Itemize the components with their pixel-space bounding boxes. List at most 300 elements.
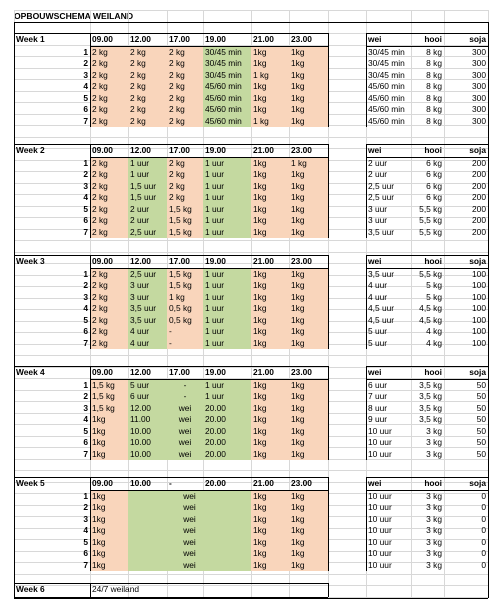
schedule-cell: 2 kg: [167, 104, 203, 116]
schedule-cell: 2 kg: [90, 116, 128, 128]
schedule-cell: 1 uur: [203, 204, 251, 216]
day-number: 5: [83, 92, 88, 103]
time-header: 09.00: [92, 478, 113, 488]
schedule-cell: 2 kg: [90, 93, 128, 105]
wei-cell: 10 uur: [368, 425, 392, 436]
column-border: [90, 477, 91, 571]
schedule-cell: 1kg: [90, 537, 128, 549]
schedule-cell: wei: [167, 414, 203, 426]
schedule-cell: 1kg: [251, 380, 289, 392]
time-header: 23.00: [291, 256, 312, 266]
hooi-cell: 5,5 kg: [419, 268, 442, 279]
schedule-cell: 1kg: [289, 58, 328, 70]
schedule-cell: 1,5 kg: [167, 269, 203, 281]
block-top-border: [366, 144, 488, 145]
schedule-cell: 1kg: [289, 525, 328, 537]
hooi-cell: 3 kg: [426, 548, 442, 558]
schedule-cell: 1kg: [289, 181, 328, 193]
wei-cell: 10 uur: [368, 536, 392, 547]
schedule-cell: 2 kg: [167, 58, 203, 70]
schedule-cell: 1kg: [90, 449, 128, 461]
schedule-cell: 1kg: [289, 93, 328, 105]
schedule-cell: 2 kg: [90, 181, 128, 193]
schedule-cell: 1kg: [90, 560, 128, 572]
hooi-cell: 3,5 kg: [419, 414, 442, 424]
schedule-cell: 1kg: [251, 537, 289, 549]
day-number: 7: [83, 115, 88, 126]
schedule-cell: 2 kg: [90, 169, 128, 181]
schedule-cell: wei: [128, 514, 251, 526]
schedule-cell: 1kg: [289, 215, 328, 227]
schedule-cell: wei: [128, 502, 251, 514]
hooi-cell: 8 kg: [426, 104, 442, 114]
sheet-title: OPBOUWSCHEMA WEILAND: [14, 11, 134, 21]
soja-cell: 200: [472, 180, 486, 191]
schedule-cell: 1kg: [289, 326, 328, 338]
time-header: 21.00: [253, 478, 274, 488]
wei-cell: 10 uur: [368, 559, 392, 570]
wei-cell: 4 uur: [368, 291, 388, 302]
day-number: 1: [83, 46, 88, 57]
schedule-cell: 20.00: [203, 403, 251, 415]
schedule-cell: 1 uur: [203, 338, 251, 350]
day-number: 7: [83, 559, 88, 570]
schedule-cell: 1kg: [90, 525, 128, 537]
schedule-cell: 6 uur: [128, 391, 167, 403]
schedule-cell: 10.00: [128, 437, 167, 449]
column-header-soja: soja: [469, 478, 486, 488]
schedule-cell: 2 kg: [90, 303, 128, 315]
schedule-cell: 2 kg: [128, 58, 167, 70]
schedule-cell: 1kg: [251, 215, 289, 227]
schedule-cell: 5 uur: [128, 380, 167, 392]
schedule-cell: 45/60 min: [203, 104, 251, 116]
wei-cell: 10 uur: [368, 548, 392, 558]
day-number: 2: [83, 280, 88, 290]
schedule-cell: 2 kg: [128, 47, 167, 59]
schedule-cell: wei: [128, 548, 251, 560]
column-border: [328, 255, 329, 349]
schedule-cell: -: [167, 326, 203, 338]
soja-cell: 100: [472, 268, 486, 279]
day-number: 6: [83, 437, 88, 447]
hooi-cell: 3 kg: [426, 490, 442, 501]
schedule-cell: 2 kg: [90, 81, 128, 93]
schedule-cell: wei: [128, 560, 251, 572]
block-top-border: [14, 255, 328, 256]
schedule-cell: 1kg: [289, 437, 328, 449]
schedule-cell: 2 kg: [128, 93, 167, 105]
column-header-hooi: hooi: [424, 34, 442, 44]
schedule-cell: 1kg: [251, 158, 289, 170]
schedule-cell: 1kg: [289, 303, 328, 315]
soja-cell: 100: [472, 280, 486, 290]
hooi-cell: 3 kg: [426, 559, 442, 570]
schedule-cell: 1 uur: [203, 227, 251, 239]
column-border: [328, 144, 329, 238]
schedule-cell: 2 kg: [90, 315, 128, 327]
day-number: 3: [83, 513, 88, 524]
schedule-cell: 20.00: [203, 437, 251, 449]
schedule-cell: 2 kg: [167, 192, 203, 204]
schedule-cell: 1,5 kg: [167, 204, 203, 216]
day-number: 5: [83, 536, 88, 547]
schedule-cell: 1 uur: [203, 169, 251, 181]
hooi-cell: 5,5 kg: [419, 215, 442, 225]
schedule-cell: 1kg: [251, 269, 289, 281]
soja-cell: 300: [472, 58, 486, 68]
wei-cell: 10 uur: [368, 437, 392, 447]
soja-cell: 200: [472, 215, 486, 225]
soja-cell: 0: [481, 490, 486, 501]
schedule-cell: 1kg: [251, 81, 289, 93]
time-header: 21.00: [253, 256, 274, 266]
day-number: 4: [83, 192, 88, 202]
column-header-soja: soja: [469, 367, 486, 377]
soja-cell: 50: [476, 379, 486, 390]
wei-cell: 45/60 min: [368, 81, 405, 91]
schedule-cell: 1kg: [289, 104, 328, 116]
schedule-cell: 1kg: [289, 426, 328, 438]
column-border: [90, 144, 91, 238]
soja-cell: 0: [481, 559, 486, 570]
hooi-cell: 3 kg: [426, 502, 442, 512]
schedule-cell: 1kg: [289, 315, 328, 327]
day-number: 7: [83, 337, 88, 348]
wei-cell: 30/45 min: [368, 69, 405, 80]
schedule-cell: 1,5 kg: [90, 403, 128, 415]
wei-cell: 3 uur: [368, 203, 388, 214]
schedule-cell: 45/60 min: [203, 116, 251, 128]
schedule-cell: 1,5 uur: [128, 192, 167, 204]
schedule-cell: 11.00: [128, 414, 167, 426]
hooi-cell: 8 kg: [426, 46, 442, 57]
schedule-cell: 1kg: [251, 204, 289, 216]
time-header: 23.00: [291, 478, 312, 488]
schedule-cell: 1kg: [251, 449, 289, 461]
soja-cell: 300: [472, 81, 486, 91]
schedule-cell: 1 kg: [289, 158, 328, 170]
hooi-cell: 5 kg: [426, 280, 442, 290]
day-number: 2: [83, 502, 88, 512]
column-border: [366, 144, 367, 238]
hooi-cell: 4 kg: [426, 326, 442, 336]
schedule-cell: 2 uur: [128, 204, 167, 216]
schedule-cell: 2 kg: [167, 158, 203, 170]
soja-cell: 50: [476, 391, 486, 401]
hooi-cell: 4,5 kg: [419, 314, 442, 325]
hooi-cell: 8 kg: [426, 58, 442, 68]
soja-cell: 300: [472, 115, 486, 126]
time-header: 09.00: [92, 145, 113, 155]
schedule-cell: 1 uur: [203, 391, 251, 403]
wei-cell: 45/60 min: [368, 92, 405, 103]
day-number: 1: [83, 490, 88, 501]
day-number: 1: [83, 268, 88, 279]
schedule-cell: 2,5 uur: [128, 227, 167, 239]
column-border: [328, 477, 329, 571]
schedule-cell: -: [167, 338, 203, 350]
schedule-cell: 1 uur: [203, 380, 251, 392]
schedule-cell: 2 kg: [167, 81, 203, 93]
hooi-cell: 4,5 kg: [419, 303, 442, 313]
schedule-cell: 1kg: [251, 426, 289, 438]
schedule-cell: 2 kg: [128, 116, 167, 128]
schedule-cell: 30/45 min: [203, 47, 251, 59]
day-number: 5: [83, 425, 88, 436]
time-header: 19.00: [205, 145, 226, 155]
schedule-cell: 1kg: [251, 169, 289, 181]
schedule-cell: 1kg: [289, 81, 328, 93]
schedule-cell: 2 uur: [128, 215, 167, 227]
day-number: 4: [83, 525, 88, 535]
schedule-cell: 2 kg: [90, 47, 128, 59]
schedule-cell: 1kg: [289, 548, 328, 560]
column-border: [90, 366, 91, 460]
schedule-cell: 1kg: [251, 47, 289, 59]
outer-border: [14, 22, 15, 598]
wei-cell: 7 uur: [368, 391, 388, 401]
day-number: 5: [83, 314, 88, 325]
time-header: 19.00: [205, 367, 226, 377]
soja-cell: 200: [472, 203, 486, 214]
hooi-cell: 3,5 kg: [419, 391, 442, 401]
wei-cell: 10 uur: [368, 502, 392, 512]
week-label: Week 4: [16, 367, 45, 377]
schedule-cell: 1 kg: [251, 116, 289, 128]
schedule-cell: 1kg: [289, 380, 328, 392]
soja-cell: 50: [476, 437, 486, 447]
column-header-soja: soja: [469, 145, 486, 155]
schedule-cell: 2 kg: [167, 70, 203, 82]
time-header: 21.00: [253, 34, 274, 44]
schedule-cell: 2 kg: [90, 104, 128, 116]
column-border: [90, 255, 91, 349]
soja-cell: 50: [476, 425, 486, 436]
schedule-cell: 1 uur: [203, 215, 251, 227]
wei-cell: 30/45 min: [368, 46, 405, 57]
block-top-border: [14, 366, 328, 367]
schedule-cell: 2 kg: [128, 104, 167, 116]
hooi-cell: 3,5 kg: [419, 379, 442, 390]
hooi-cell: 8 kg: [426, 69, 442, 80]
time-header: 09.00: [92, 256, 113, 266]
day-number: 3: [83, 180, 88, 191]
schedule-cell: 1kg: [289, 502, 328, 514]
schedule-cell: 1 uur: [128, 158, 167, 170]
schedule-cell: 1 uur: [128, 169, 167, 181]
schedule-cell: 1kg: [251, 93, 289, 105]
day-number: 3: [83, 69, 88, 80]
outer-border: [488, 22, 489, 598]
schedule-cell: 2 kg: [90, 158, 128, 170]
schedule-cell: 1kg: [251, 227, 289, 239]
day-number: 4: [83, 81, 88, 91]
schedule-cell: -: [167, 380, 203, 392]
soja-cell: 200: [472, 157, 486, 168]
schedule-cell: 1kg: [289, 449, 328, 461]
time-header: 09.00: [92, 34, 113, 44]
day-number: 1: [83, 157, 88, 168]
week-label: Week 1: [16, 34, 45, 44]
day-number: 6: [83, 215, 88, 225]
soja-cell: 100: [472, 291, 486, 302]
hooi-cell: 3 kg: [426, 448, 442, 459]
schedule-cell: 2 kg: [90, 292, 128, 304]
time-header: 17.00: [169, 256, 190, 266]
soja-cell: 0: [481, 548, 486, 558]
schedule-cell: wei: [128, 537, 251, 549]
schedule-cell: 2 kg: [128, 81, 167, 93]
schedule-cell: 2 kg: [128, 70, 167, 82]
wei-cell: 3,5 uur: [368, 268, 395, 279]
schedule-cell: 2 kg: [90, 280, 128, 292]
schedule-cell: 10.00: [128, 449, 167, 461]
schedule-cell: 1kg: [251, 292, 289, 304]
schedule-cell: 1,5 kg: [167, 227, 203, 239]
schedule-cell: 1,5 kg: [167, 280, 203, 292]
title-underline: [14, 22, 488, 23]
column-header-hooi: hooi: [424, 367, 442, 377]
schedule-cell: 1 uur: [203, 181, 251, 193]
time-header: 12.00: [130, 256, 151, 266]
column-border: [328, 366, 329, 460]
wei-cell: 5 uur: [368, 326, 388, 336]
hooi-cell: 5,5 kg: [419, 203, 442, 214]
schedule-cell: 45/60 min: [203, 81, 251, 93]
hooi-cell: 5 kg: [426, 291, 442, 302]
schedule-cell: 1kg: [289, 491, 328, 503]
column-border: [366, 477, 367, 571]
schedule-cell: 1 kg: [167, 292, 203, 304]
hooi-cell: 3 kg: [426, 525, 442, 535]
time-header: 19.00: [205, 34, 226, 44]
time-header: 17.00: [169, 34, 190, 44]
schedule-cell: 1,5 uur: [128, 181, 167, 193]
week-label: Week 5: [16, 478, 45, 488]
schedule-cell: 1kg: [289, 47, 328, 59]
schedule-cell: 1kg: [251, 315, 289, 327]
schedule-cell: 1kg: [289, 514, 328, 526]
schedule-cell: 45/60 min: [203, 93, 251, 105]
hooi-cell: 3 kg: [426, 536, 442, 547]
soja-cell: 100: [472, 303, 486, 313]
schedule-cell: 1kg: [251, 403, 289, 415]
wei-cell: 4 uur: [368, 280, 388, 290]
time-header: 23.00: [291, 145, 312, 155]
column-border: [90, 33, 91, 127]
hooi-cell: 3,5 kg: [419, 402, 442, 413]
schedule-cell: 1kg: [289, 227, 328, 239]
time-header: 09.00: [92, 367, 113, 377]
schedule-cell: 1 uur: [203, 303, 251, 315]
schedule-cell: 1kg: [251, 514, 289, 526]
time-header: 17.00: [169, 145, 190, 155]
schedule-cell: 20.00: [203, 449, 251, 461]
schedule-cell: 1kg: [90, 502, 128, 514]
schedule-cell: 30/45 min: [203, 58, 251, 70]
column-header-hooi: hooi: [424, 256, 442, 266]
schedule-cell: 2 kg: [90, 192, 128, 204]
day-number: 3: [83, 291, 88, 302]
day-number: 2: [83, 391, 88, 401]
wei-cell: 4,5 uur: [368, 314, 395, 325]
schedule-cell: 1kg: [251, 525, 289, 537]
hooi-cell: 3 kg: [426, 513, 442, 524]
schedule-cell: 1kg: [90, 414, 128, 426]
schedule-cell: 1kg: [251, 280, 289, 292]
wei-cell: 45/60 min: [368, 115, 405, 126]
wei-cell: 10 uur: [368, 448, 392, 459]
block-top-border: [366, 255, 488, 256]
schedule-cell: 2 kg: [167, 93, 203, 105]
schedule-cell: 1kg: [90, 437, 128, 449]
time-header: 17.00: [169, 367, 190, 377]
day-number: 4: [83, 414, 88, 424]
schedule-cell: 1kg: [289, 169, 328, 181]
soja-cell: 100: [472, 314, 486, 325]
column-border: [366, 33, 367, 127]
schedule-cell: 1,5 kg: [90, 380, 128, 392]
soja-cell: 300: [472, 46, 486, 57]
block-top-border: [14, 583, 328, 584]
week6-note: 24/7 weiland: [92, 584, 140, 594]
block-top-border: [366, 33, 488, 34]
column-border: [90, 583, 91, 597]
wei-cell: 3 uur: [368, 215, 388, 225]
schedule-cell: 4 uur: [128, 338, 167, 350]
soja-cell: 50: [476, 402, 486, 413]
column-header-soja: soja: [469, 34, 486, 44]
hooi-cell: 6 kg: [426, 180, 442, 191]
day-number: 2: [83, 58, 88, 68]
schedule-cell: 12.00: [128, 403, 167, 415]
hooi-cell: 8 kg: [426, 92, 442, 103]
soja-cell: 200: [472, 192, 486, 202]
soja-cell: 300: [472, 69, 486, 80]
day-number: 1: [83, 379, 88, 390]
schedule-cell: 2 kg: [90, 326, 128, 338]
schedule-cell: 1kg: [289, 280, 328, 292]
hooi-cell: 6 kg: [426, 157, 442, 168]
day-number: 6: [83, 104, 88, 114]
day-number: 4: [83, 303, 88, 313]
column-header-wei: wei: [368, 478, 382, 488]
schedule-cell: 2 kg: [167, 169, 203, 181]
schedule-cell: 1kg: [289, 204, 328, 216]
soja-cell: 200: [472, 169, 486, 179]
schedule-cell: wei: [128, 525, 251, 537]
block-top-border: [366, 366, 488, 367]
schedule-cell: 1 uur: [203, 315, 251, 327]
wei-cell: 9 uur: [368, 414, 388, 424]
column-header-hooi: hooi: [424, 478, 442, 488]
time-header: 20.00: [205, 478, 226, 488]
day-number: 7: [83, 226, 88, 237]
schedule-cell: 0,5 kg: [167, 303, 203, 315]
wei-cell: 2,5 uur: [368, 192, 395, 202]
column-header-wei: wei: [368, 256, 382, 266]
soja-cell: 100: [472, 337, 486, 348]
schedule-cell: wei: [167, 426, 203, 438]
soja-cell: 100: [472, 326, 486, 336]
schedule-cell: 1kg: [90, 514, 128, 526]
wei-cell: 4,5 uur: [368, 303, 395, 313]
schedule-cell: 1kg: [251, 437, 289, 449]
schedule-cell: 1kg: [251, 192, 289, 204]
soja-cell: 50: [476, 448, 486, 459]
schedule-cell: 1,5 kg: [167, 215, 203, 227]
